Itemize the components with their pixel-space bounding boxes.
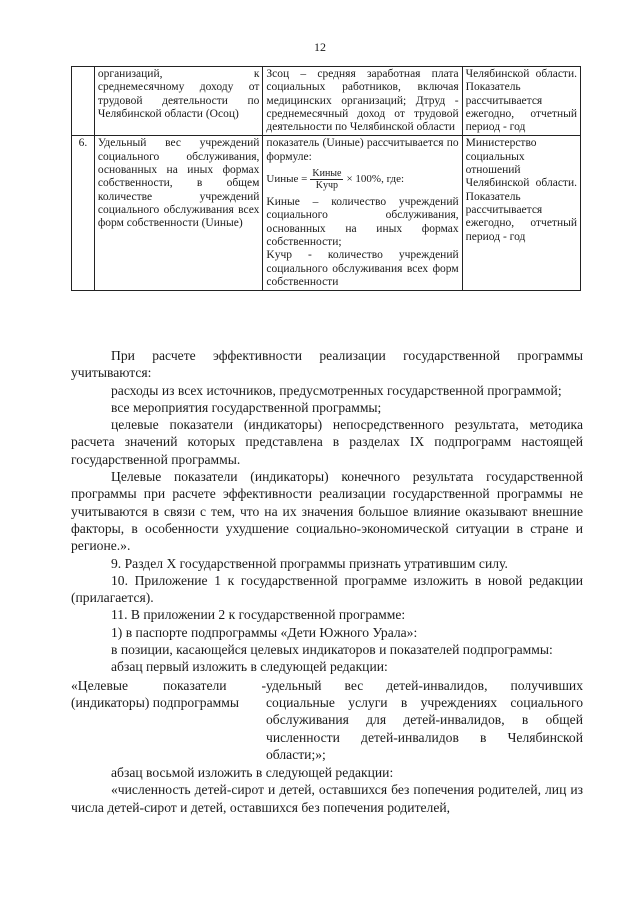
- paragraph: все мероприятия государственной программы;: [111, 399, 382, 415]
- calculation-cell: [263, 136, 462, 291]
- paragraph: абзац первый изложить в следующей редакции:: [111, 659, 388, 675]
- quote-label: «Целевые показатели - (индикаторы) подпрограммы: [71, 677, 266, 710]
- calculation-cell: Зсоц – средняя заработная плата социальных работников, включая медицинских организаций; Дтруд - среднемесячный доход от трудовой деятельности по Челябинской области: [263, 67, 462, 136]
- quoted-passport-entry: [71, 677, 583, 763]
- paragraph: абзац восьмой изложить в следующей редакции:: [111, 765, 394, 781]
- paragraph: целевые показатели (индикаторы) непосредственного результата, методика расчета значений которых представлена в разделах IX подпрограмм настоящей государственной программы.: [71, 417, 583, 467]
- calc-definition: Kиные – количество учреждений социального обслуживания, основанных на иных формах собственности;: [266, 196, 459, 248]
- paragraph: 1) в паспорте подпрограммы «Дети Южного Урала»:: [111, 624, 418, 640]
- table-row: [72, 136, 581, 291]
- indicator-name-cell: Удельный вес учреждений социального обслуживания, основанных на иных формах собственности, в общем количестве учреждений социального обслуживания всех форм собственности (Uиные): [94, 136, 263, 291]
- paragraph: расходы из всех источников, предусмотренных государственной программой;: [111, 382, 562, 398]
- quote-value: удельный вес детей-инвалидов, получивших социальные услуги в учреждениях социального обслуживания для детей-инвалидов, в общей численности детей-инвалидов в Челябинской области;»;: [266, 677, 583, 762]
- source-cell: Челябинской области. Показатель рассчитывается ежегодно, отчетный период - год: [462, 67, 580, 136]
- table-row: [72, 67, 581, 136]
- paragraph: 11. В приложении 2 к государственной программе:: [111, 607, 406, 623]
- source-cell: Министерство социальных отношений Челябинской области. Показатель рассчитывается ежегодно, отчетный период - год: [462, 136, 580, 291]
- paragraph: в позиции, касающейся целевых индикаторов и показателей подпрограммы:: [111, 642, 553, 658]
- formula-fraction: [310, 168, 343, 191]
- formula-denominator: Kучр: [315, 180, 339, 192]
- indicators-table: [71, 66, 581, 291]
- row-number-cell: [72, 67, 95, 136]
- page-number: 12: [314, 40, 326, 54]
- paragraph: 10. Приложение 1 к государственной программе изложить в новой редакции (прилагается).: [71, 572, 583, 606]
- calc-definition: Kучр - количество учреждений социального обслуживания всех форм собственности: [266, 249, 459, 288]
- paragraph: 9. Раздел X государственной программы признать утратившим силу.: [111, 555, 508, 571]
- body-text: [71, 347, 583, 816]
- formula-rhs: × 100%, где:: [346, 172, 405, 185]
- formula-lhs: Uиные =: [266, 172, 308, 185]
- paragraph: «численность детей-сирот и детей, оставшихся без попечения родителей, лиц из числа детей-сирот и детей, оставшихся без попечения родителей,: [71, 782, 583, 815]
- calc-intro: показатель (Uиные) рассчитывается по формуле:: [266, 137, 459, 163]
- paragraph: Целевые показатели (индикаторы) конечного результата государственной программы при расчете эффективности реализации государственной программы не учитываются в связи с тем, что на их значения большое влияние оказывают внешние факторы, в особенности ухудшение социально-экономической ситуации в стране и регионе.».: [71, 469, 583, 554]
- indicator-name-cell: организаций, к среднемесячному доходу от трудовой деятельности по Челябинской области (Осоц): [94, 67, 263, 136]
- formula-numerator: Kиные: [312, 168, 342, 180]
- formula: [266, 168, 458, 191]
- paragraph: При расчете эффективности реализации государственной программы учитываются:: [71, 348, 583, 381]
- row-number-cell: 6.: [72, 136, 95, 291]
